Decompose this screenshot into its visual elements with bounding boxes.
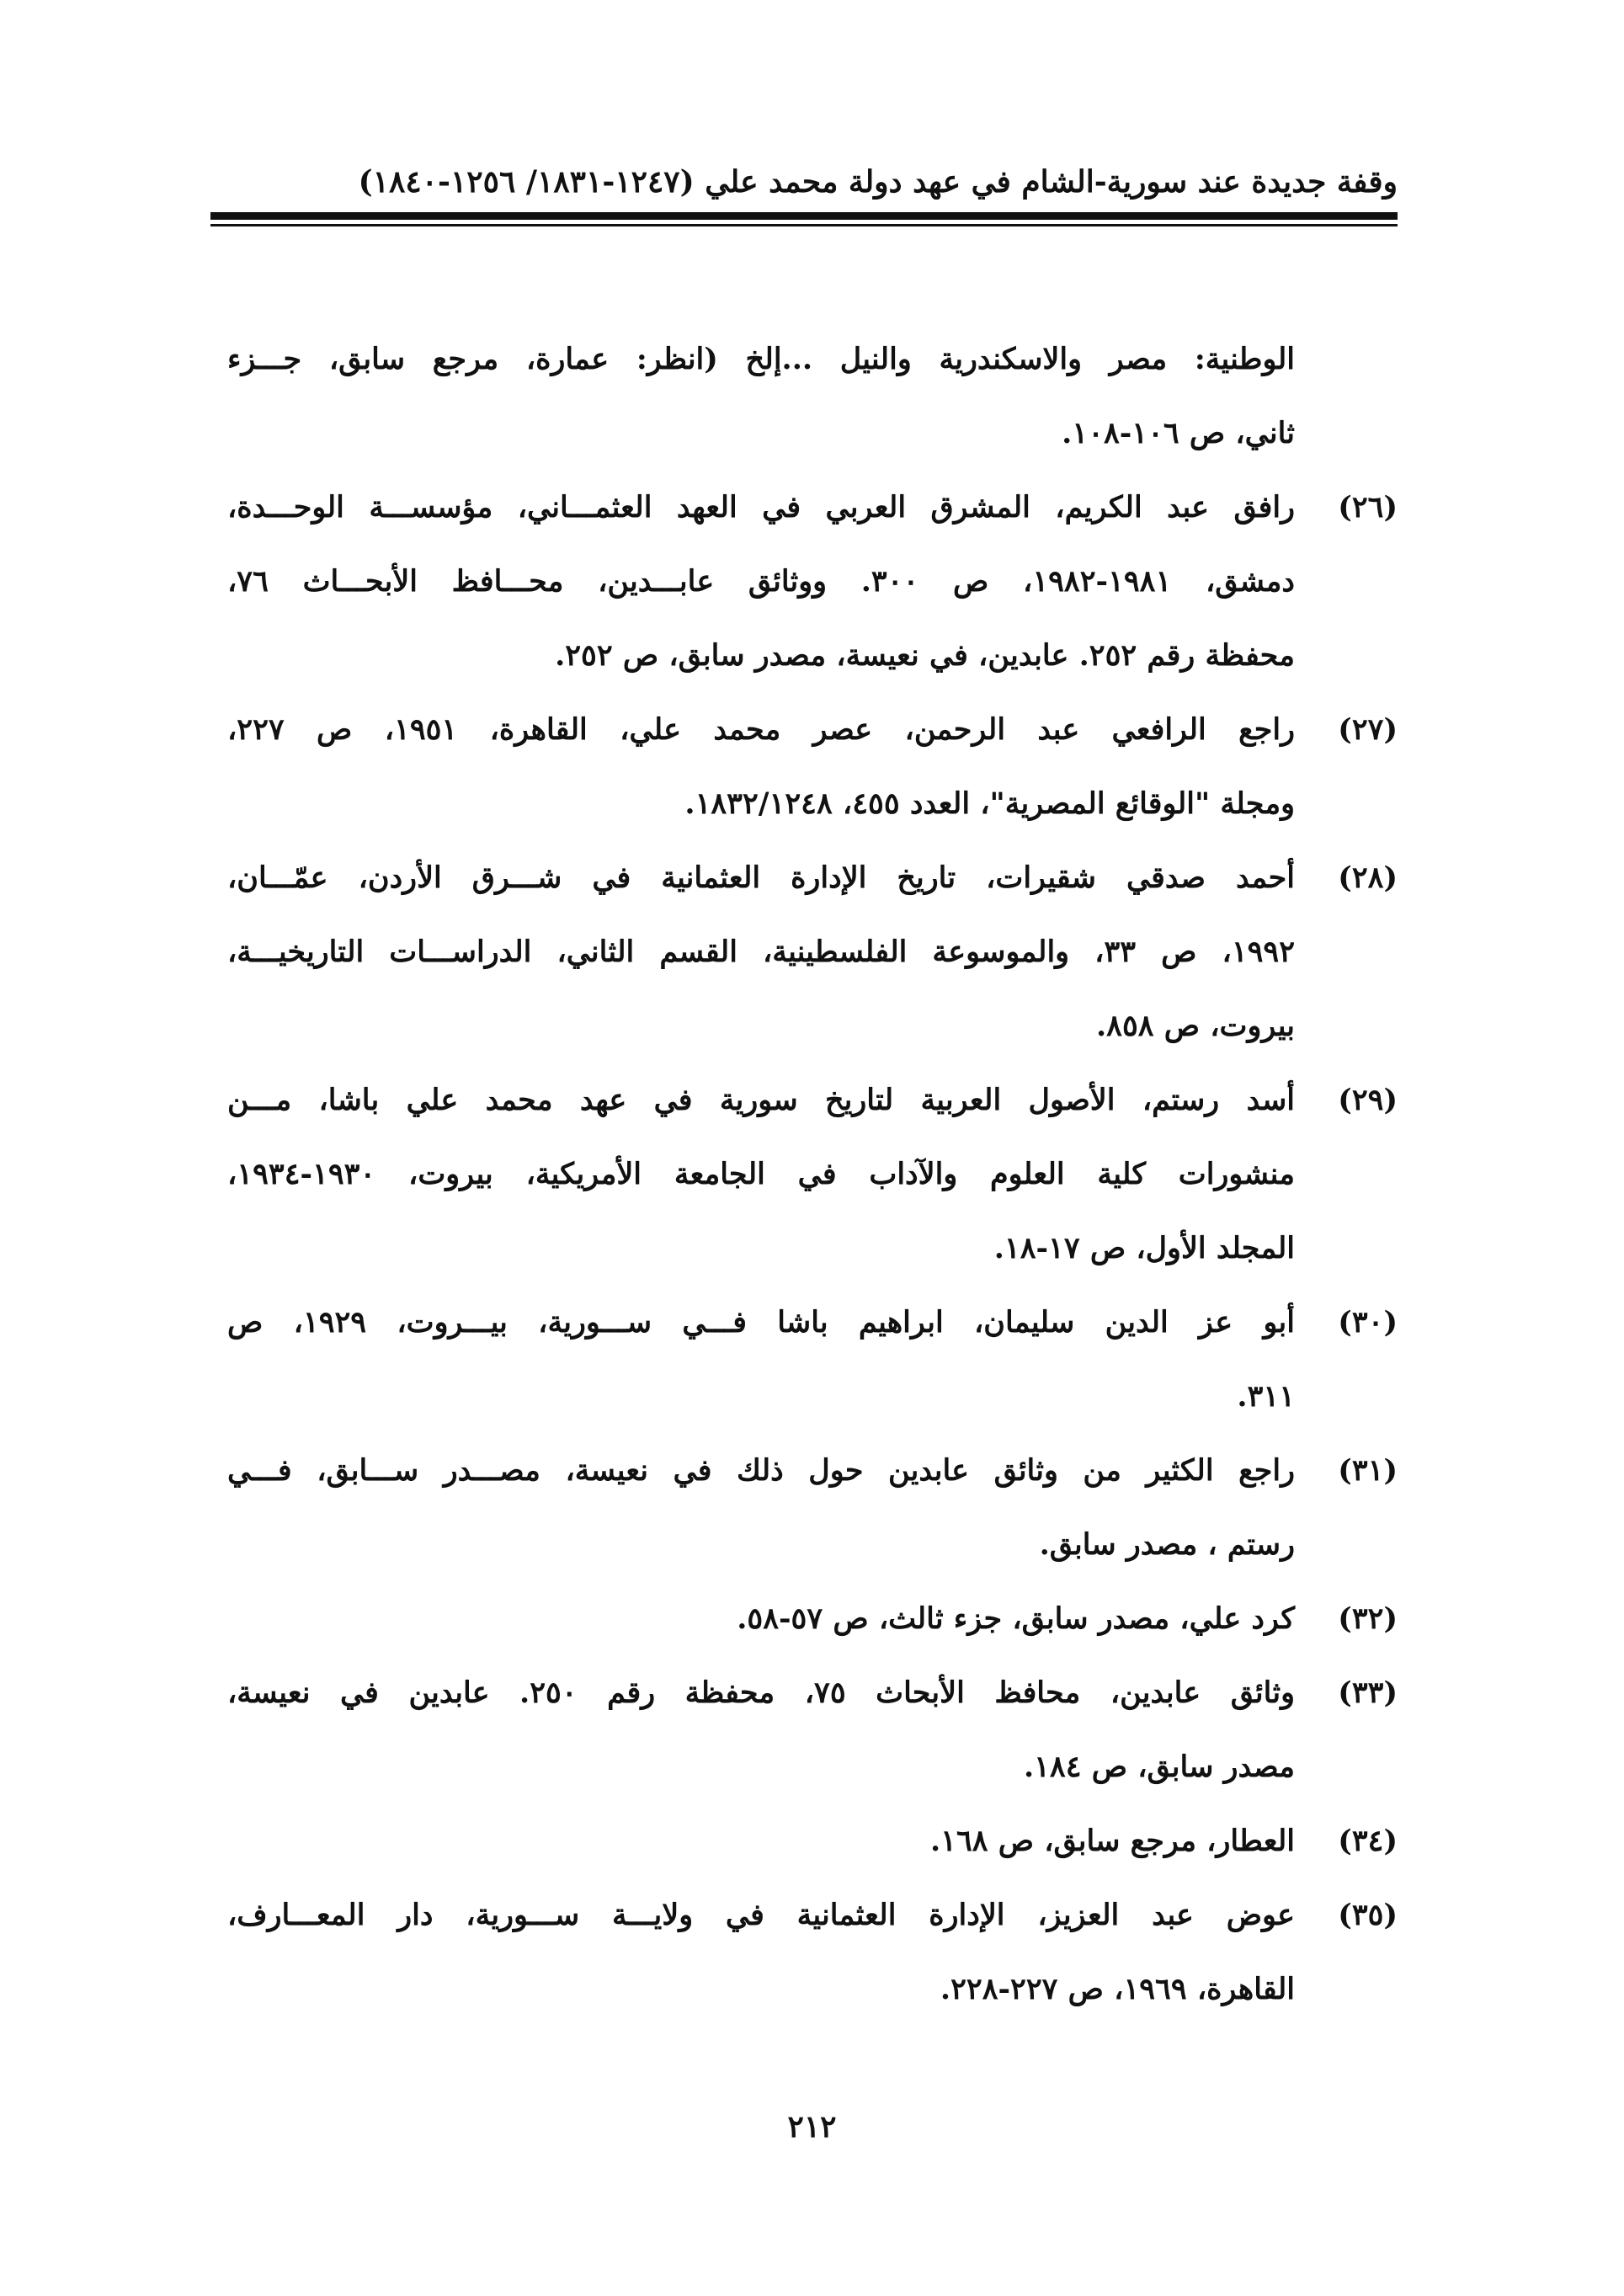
endnote-text: رافق عبد الكريم، المشرق العربي في العهد العثمـــاني، مؤسســـة الوحـــدة، — [227, 490, 1295, 525]
endnote-text: منشورات كلية العلوم والآداب في الجامعة الأمريكية، بيروت، ١٩٣٠-١٩٣٤، — [227, 1157, 1295, 1191]
endnote-number: (٣٣) — [1338, 1675, 1398, 1710]
endnote-first-line — [227, 1656, 1398, 1730]
endnote-continuation-line — [227, 767, 1398, 841]
endnote-first-line — [227, 693, 1398, 767]
endnote-first-line — [227, 1063, 1398, 1137]
header-rule-thick — [210, 212, 1398, 220]
endnote-number: (٢٦) — [1338, 490, 1398, 525]
endnote-text: أسد رستم، الأصول العربية لتاريخ سورية في عهد محمد علي باشا، مـــن — [227, 1083, 1295, 1117]
endnote-first-line — [227, 1878, 1398, 1952]
endnote-text: راجع الرافعي عبد الرحمن، عصر محمد علي، القاهرة، ١٩٥١، ص ٢٢٧، — [227, 712, 1295, 747]
endnote-first-line — [227, 1582, 1398, 1656]
endnote-text: بيروت، ص ٨٥٨. — [1095, 1009, 1295, 1043]
endnote-continuation-line — [227, 1952, 1398, 2027]
endnote-text: راجع الكثير من وثائق عابدين حول ذلك في نعيسة، مصـــدر ســـابق، فـــي — [227, 1453, 1295, 1488]
endnote-text: رستم ، مصدر سابق. — [1039, 1527, 1295, 1562]
endnote-number: (٣٥) — [1338, 1898, 1398, 1932]
header-rule-thin — [210, 224, 1398, 226]
endnote-first-line — [227, 471, 1398, 545]
endnote-continuation-line — [227, 915, 1398, 989]
endnote-text: ١٩٩٢، ص ٣٣، والموسوعة الفلسطينية، القسم الثاني، الدراســـات التاريخيـــة، — [227, 935, 1296, 969]
endnote-text: محفظة رقم ٢٥٢. عابدين، في نعيسة، مصدر سابق، ص ٢٥٢. — [555, 638, 1295, 673]
endnote-number: (٢٨) — [1338, 860, 1398, 895]
endnote-first-line — [227, 841, 1398, 915]
endnote-text: عوض عبد العزيز، الإدارة العثمانية في ولايـــة ســـورية، دار المعـــارف، — [227, 1898, 1295, 1932]
endnote-continuation-line — [227, 545, 1398, 619]
endnote-first-line — [227, 1286, 1398, 1360]
endnote-continuation-line — [227, 397, 1398, 471]
endnote-number: (٣٢) — [1338, 1601, 1398, 1636]
endnote-number: (٢٧) — [1338, 712, 1398, 747]
endnote-number: (٣١) — [1338, 1453, 1398, 1488]
endnote-continuation-line — [227, 1508, 1398, 1582]
endnote-text: أبو عز الدين سليمان، ابراهيم باشا فـــي ســـورية، بيـــروت، ١٩٢٩، ص — [227, 1305, 1296, 1340]
endnote-number: (٣٤) — [1338, 1824, 1398, 1858]
endnote-continuation-line — [227, 1137, 1398, 1212]
endnote-continuation-line — [227, 1360, 1398, 1434]
endnote-text: دمشق، ١٩٨١-١٩٨٢، ص ٣٠٠. ووثائق عابـــدين، محـــافظ الأبحـــاث ٧٦، — [227, 564, 1296, 599]
endnote-first-line — [227, 1804, 1398, 1878]
endnote-number: (٢٩) — [1338, 1083, 1398, 1117]
endnote-text: القاهرة، ١٩٦٩، ص ٢٢٧-٢٢٨. — [940, 1972, 1295, 2006]
endnote-text: كرد علي، مصدر سابق، جزء ثالث، ص ٥٧-٥٨. — [737, 1601, 1295, 1636]
endnote-text: ٣١١. — [1237, 1379, 1295, 1414]
endnote-text: ثاني، ص ١٠٦-١٠٨. — [1062, 416, 1295, 450]
endnote-continuation-line — [227, 1212, 1398, 1286]
endnotes-list — [227, 322, 1398, 2027]
endnote-text: وثائق عابدين، محافظ الأبحاث ٧٥، محفظة رقم ٢٥٠. عابدين في نعيسة، — [227, 1675, 1295, 1710]
endnote-text: مصدر سابق، ص ١٨٤. — [1023, 1750, 1295, 1784]
page-number: ٢١٢ — [787, 2109, 837, 2144]
endnote-text: المجلد الأول، ص ١٧-١٨. — [993, 1231, 1295, 1265]
endnote-text: العطار، مرجع سابق، ص ١٦٨. — [929, 1824, 1295, 1858]
endnote-text: الوطنية: مصر والاسكندرية والنيل ...إلخ (انظر: عمارة، مرجع سابق، جـــزء — [227, 342, 1295, 376]
endnote-continuation-line — [227, 1730, 1398, 1804]
endnote-text: ومجلة "الوقائع المصرية"، العدد ٤٥٥، ١٨٣٢/١٢٤٨. — [684, 786, 1295, 821]
endnote-first-line — [227, 1434, 1398, 1508]
endnote-number: (٣٠) — [1338, 1305, 1398, 1340]
endnote-continuation-line — [227, 989, 1398, 1063]
endnote-continuation-line — [227, 619, 1398, 693]
running-header: وقفة جديدة عند سورية-الشام في عهد دولة محمد علي (١٢٤٧-١٨٣١/ ١٢٥٦-١٨٤٠) — [358, 164, 1398, 200]
endnote-text: أحمد صدقي شقيرات، تاريخ الإدارة العثمانية في شـــرق الأردن، عمّـــان، — [227, 860, 1295, 895]
endnote-continuation-line — [227, 322, 1398, 397]
